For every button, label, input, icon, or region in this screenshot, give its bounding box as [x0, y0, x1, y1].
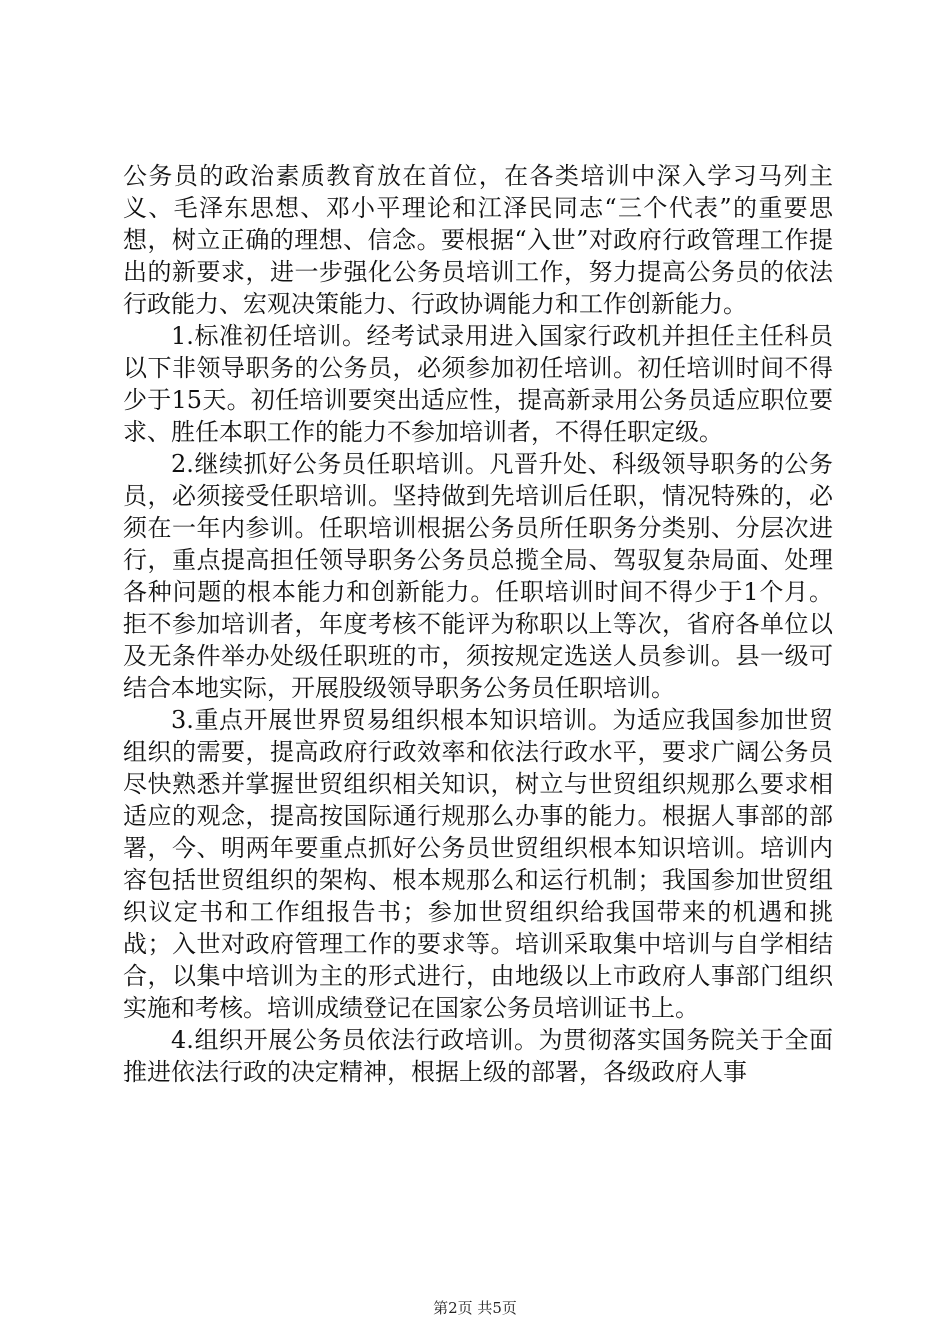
paragraph-appointment-training: 2.继续抓好公务员任职培训。凡晋升处、科级领导职务的公务员，必须接受任职培训。坚持做到先培训后任职，情况特殊的，必须在一年内参训。任职培训根据公务员所任职务分类别、分层次进行，重点提高担任领导职务公务员总揽全局、驾驭复杂局面、处理各种问题的根本能力和创新能力。任职培训时间不得少于1个月。拒不参加培训者，年度考核不能评为称职以上等次，省府各单位以及无条件举办处级任职班的市，须按规定选送人员参训。县一级可结合本地实际，开展股级领导职务公务员任职培训。: [123, 450, 833, 702]
document-body: [123, 160, 833, 1088]
paragraph-law-administration-training: 4.组织开展公务员依法行政培训。为贯彻落实国务院关于全面推进依法行政的决定精神，根据上级的部署，各级政府人事: [123, 1026, 833, 1086]
paragraph-continuation: 公务员的政治素质教育放在首位，在各类培训中深入学习马列主义、毛泽东思想、邓小平理论和江泽民同志“三个代表”的重要思想，树立正确的理想、信念。要根据“入世”对政府行政管理工作提出的新要求，进一步强化公务员培训工作，努力提高公务员的依法行政能力、宏观决策能力、行政协调能力和工作创新能力。: [123, 162, 833, 318]
paragraph-initial-training: 1.标准初任培训。经考试录用进入国家行政机并担任主任科员以下非领导职务的公务员，必须参加初任培训。初任培训时间不得少于15天。初任培训要突出适应性，提高新录用公务员适应职位要求、胜任本职工作的能力不参加培训者，不得任职定级。: [123, 322, 833, 446]
page-number: 第2页 共5页: [433, 1299, 517, 1317]
page-footer: [0, 1298, 950, 1318]
paragraph-wto-training: 3.重点开展世界贸易组织根本知识培训。为适应我国参加世贸组织的需要，提高政府行政效率和依法行政水平，要求广阔公务员尽快熟悉并掌握世贸组织相关知识，树立与世贸组织规那么要求相适应的观念，提高按国际通行规那么办事的能力。根据人事部的部署，今、明两年要重点抓好公务员世贸组织根本知识培训。培训内容包括世贸组织的架构、根本规那么和运行机制；我国参加世贸组织议定书和工作组报告书；参加世贸组织给我国带来的机遇和挑战；入世对政府管理工作的要求等。培训采取集中培训与自学相结合，以集中培训为主的形式进行，由地级以上市政府人事部门组织实施和考核。培训成绩登记在国家公务员培训证书上。: [123, 706, 833, 1022]
